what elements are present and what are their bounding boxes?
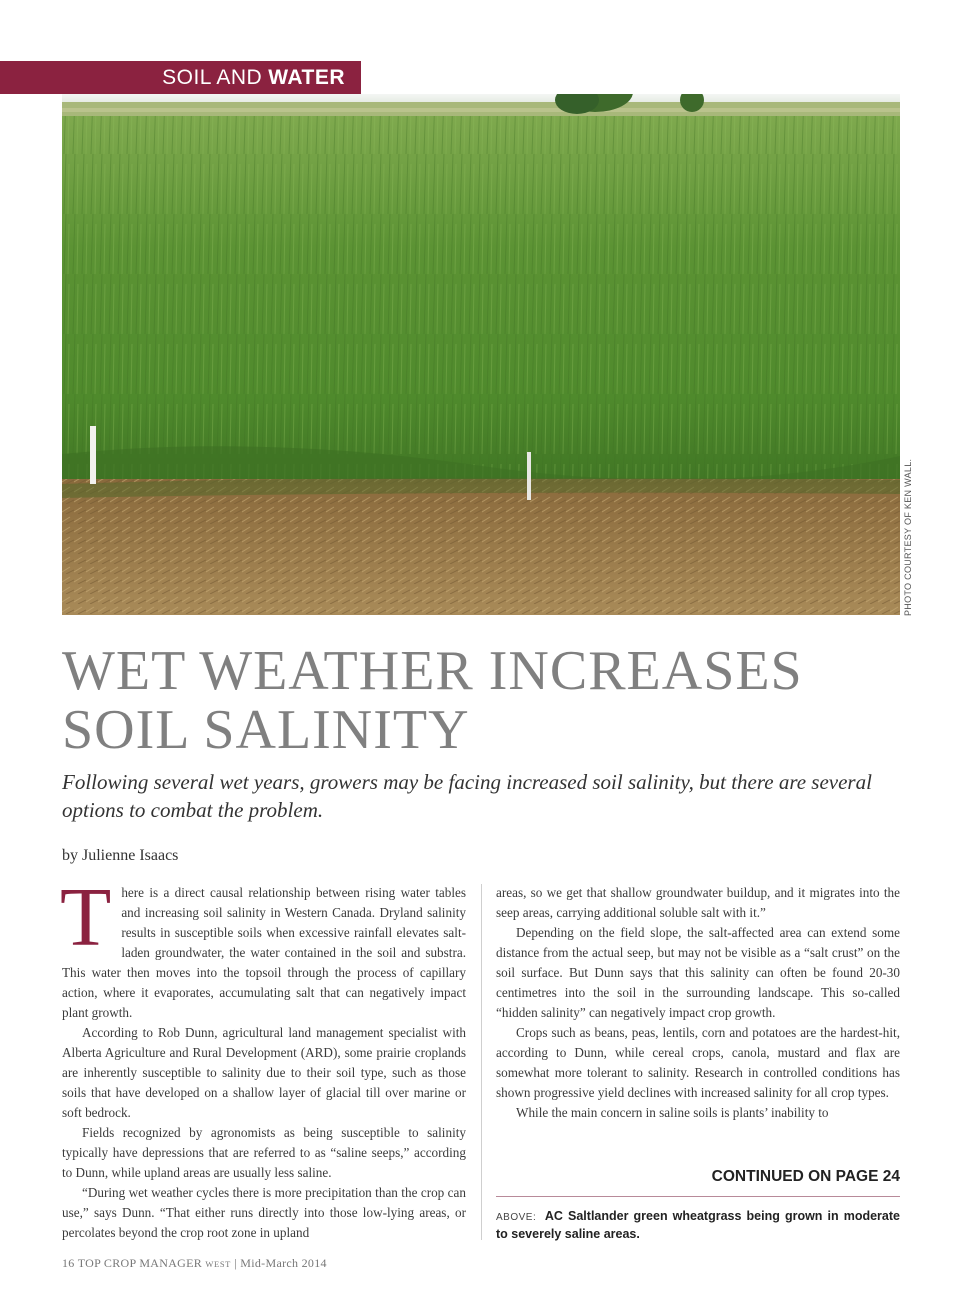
- headline: [62, 642, 922, 760]
- magazine-name: TOP CROP MANAGER: [77, 1256, 203, 1270]
- drop-cap: T: [60, 871, 112, 964]
- caption-text: AC Saltlander green wheatgrass being grown in moderate to severely saline areas.: [496, 1209, 900, 1241]
- section-tag: [0, 61, 361, 94]
- body-paragraph: There is a direct causal relationship between rising water tables and increasing soil salinity in Western Canada. Dryland salinity results in susceptible soils when excessive rainfall elevates salt-laden groundwater, the water contained in the soil and substra. This water then moves into the topsoil through the process of capillary action, where it evaporates, accumulating salt that can negatively impact plant growth.: [60, 871, 466, 1020]
- continued-note: CONTINUED ON PAGE 24: [711, 1168, 900, 1185]
- caption-rule: [496, 1196, 900, 1197]
- issue-date: Mid-March 2014: [240, 1256, 327, 1270]
- body-paragraph: Depending on the field slope, the salt-affected area can extend some distance from the actual seep, but may not be visible as a “salt crust” on the soil surface. But Dunn says that this salinity can often be found 20-30 centimetres into the soil in the surrounding landscape. This so-called “hidden salinity” can negatively impact crop growth.: [496, 925, 900, 1020]
- photo-credit: PHOTO COURTESY OF KEN WALL.: [903, 458, 913, 616]
- body-paragraph: Fields recognized by agronomists as being susceptible to salinity typically have depressions that are referred to as “saline seeps,” according to Dunn, while upland areas are usually less saline.: [62, 1125, 466, 1180]
- byline: by Julienne Isaacs: [62, 847, 179, 864]
- body-paragraph: According to Rob Dunn, agricultural land management specialist with Alberta Agriculture and Rural Development (ARD), some prairie croplands are inherently susceptible to salinity due to their soil type, such as those soils that have developed on a shallow layer of glacial till over marine or soft bedrock.: [62, 1025, 466, 1120]
- field-photo: [62, 94, 900, 615]
- magazine-edition: WEST: [205, 1259, 231, 1269]
- photo-caption: [496, 1208, 900, 1242]
- body-column-left: [60, 871, 466, 1243]
- page-number: 16: [62, 1256, 75, 1270]
- deck: Following several wet years, growers may be facing increased soil salinity, but there are several options to combat the problem.: [62, 770, 872, 822]
- body-paragraph: areas, so we get that shallow groundwater buildup, and it migrates into the seep areas, carrying additional soluble salt with it.”: [496, 885, 900, 920]
- caption-label: ABOVE:: [496, 1212, 537, 1223]
- headline-line-2: SOIL SALINITY: [62, 699, 470, 761]
- body-column-right: [496, 883, 900, 1123]
- headline-line-1: WET WEATHER INCREASES: [62, 640, 803, 702]
- section-label-bold: WATER: [268, 65, 345, 89]
- body-paragraph: “During wet weather cycles there is more precipitation than the crop can use,” says Dunn. “That either runs directly into those low-lying areas, or percolates beyond the crop root zone in upland: [62, 1185, 466, 1240]
- body-paragraph: While the main concern in saline soils is plants’ inability to: [516, 1105, 829, 1120]
- column-divider: [481, 884, 482, 1240]
- footer-separator: |: [234, 1256, 237, 1270]
- page-footer: [62, 1256, 327, 1271]
- body-paragraph: Crops such as beans, peas, lentils, corn and potatoes are the hardest-hit, according to Dunn, while cereal crops, canola, mustard and flax are somewhat more tolerant to salinity. Research in controlled conditions has shown progressive yield declines with increased salinity for all crop types.: [496, 1025, 900, 1100]
- section-label: SOIL AND: [162, 65, 263, 89]
